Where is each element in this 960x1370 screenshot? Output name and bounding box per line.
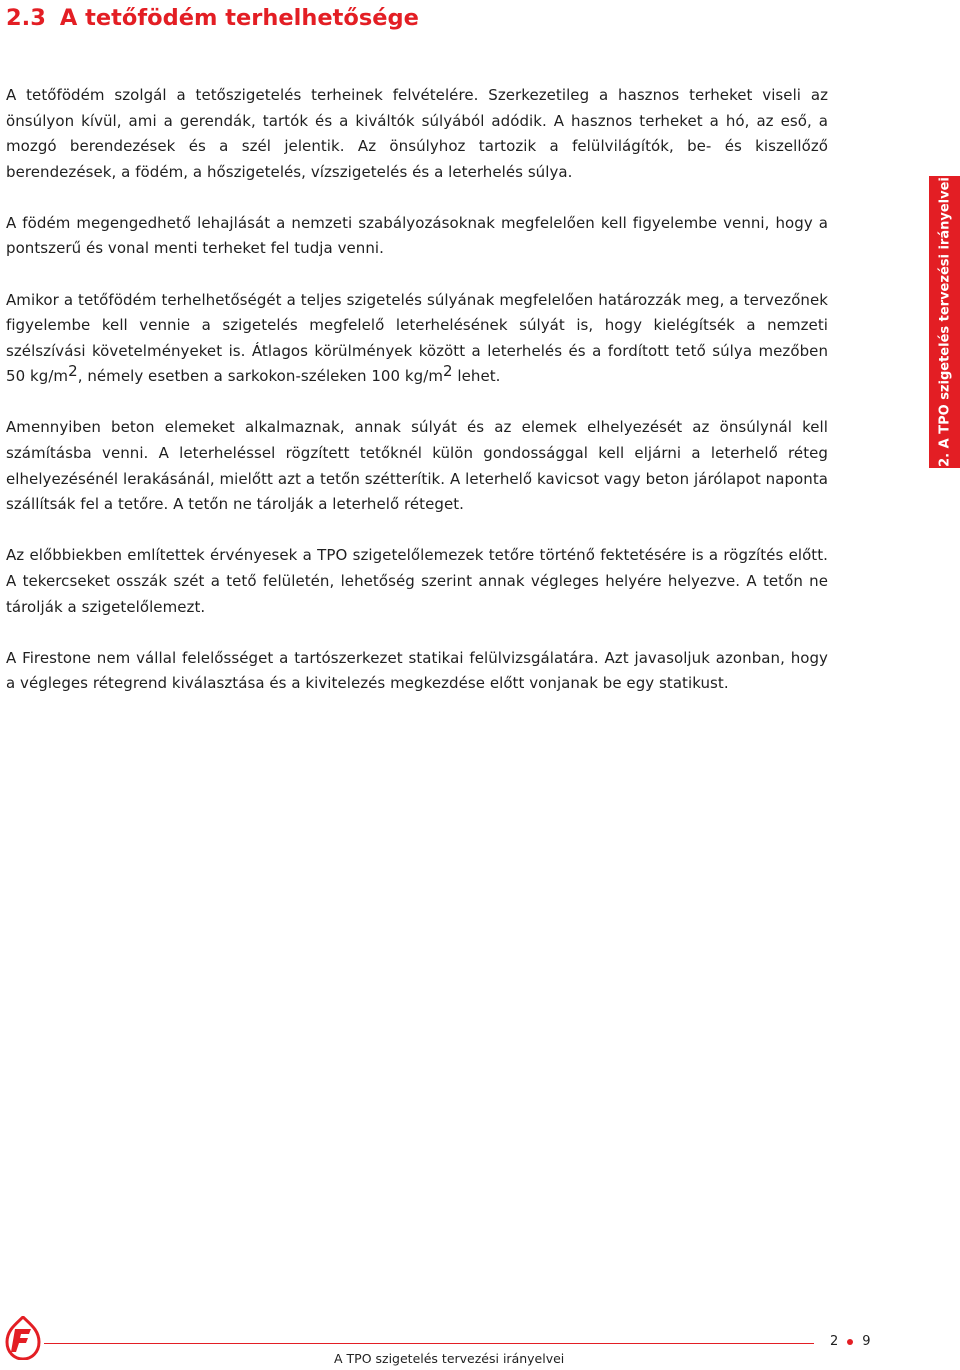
superscript-squared: 2	[443, 362, 453, 381]
footer-rule	[44, 1343, 814, 1344]
chapter-side-tab	[929, 176, 960, 468]
page-number-dot	[847, 1339, 853, 1345]
paragraph-6: A Firestone nem vállal felelősséget a tartószerkezet statikai felülvizsgálatára. Azt javasoljuk azonban, hogy a végleges rétegrend kiválasztása és a kivitelezés megkezdése előtt vonjanak be egy statikust.	[6, 648, 828, 693]
paragraph-3-part-3: lehet.	[452, 367, 501, 386]
paragraph-1: A tetőfödém szolgál a tetőszigetelés terheinek felvételére. Szerkezetileg a hasznos terheket viseli az önsúlyon kívül, ami a gerendák, tartók és a kiváltók súlyából adódik. A hasznos terheket a hó, az eső, a mozgó berendezések és a szél jelentik. Az önsúlyhoz tartozik a felülvilágítók, be- és kiszellőző berendezések, a födém, a hőszigetelés, vízszigetelés és a leterhelés súlya.	[6, 86, 828, 181]
paragraph-3	[6, 288, 828, 390]
paragraph-4: Amennyiben beton elemeket alkalmaznak, annak súlyát és az elemek elhelyezését az önsúlynál kell számításba venni. A leterheléssel rögzített tetőknél külön gondossággal kell eljárni a leterhelő réteg elhelyezésénél lerakásánál, mielőtt azt a tetőn szétterítik. A leterhelő kavicsot vagy beton járólapot naponta szállítsák fel a tetőre. A tetőn ne tárolják a leterhelő réteget.	[6, 418, 828, 514]
body-text	[6, 83, 828, 722]
paragraph-5: Az előbbiekben említettek érvényesek a TPO szigetelőlemezek tetőre történő fektetésére is a rögzítés előtt. A tekercseket osszák szét a tető felületén, lehetőség szerint annak végleges helyére helyezve. A tetőn ne tárolják a szigetelőlemezt.	[6, 546, 828, 616]
superscript-squared: 2	[68, 362, 78, 381]
paragraph-2: A födém megengedhető lehajlását a nemzeti szabályozásoknak megfelelően kell figyelembe venni, hogy a pontszerű és vonal menti terheket fel tudja venni.	[6, 213, 828, 258]
section-heading	[6, 0, 419, 40]
page-number-right: 9	[862, 1334, 871, 1349]
footer-title: A TPO szigetelés tervezési irányelvei	[334, 1351, 565, 1366]
section-title: A tetőfödém terhelhetősége	[59, 5, 419, 31]
page-number-left: 2	[830, 1334, 839, 1349]
paragraph-3-part-2: , némely esetben a sarkokon-széleken 100 kg/m	[77, 367, 443, 386]
chapter-side-tab-label: 2. A TPO szigetelés tervezési irányelvei	[937, 177, 952, 467]
section-number: 2.3	[6, 5, 46, 31]
page-number	[830, 1334, 871, 1349]
paragraph-3-part-1: Amikor a tetőfödém terhelhetőségét a teljes szigetelés súlyának megfelelően határozzák meg, a tervezőnek figyelembe kell vennie a szigetelés megfelelő leterhelésének súlyát is, hogy kielégítsék a nemzeti szélszívási követelményeket is. Átlagos körülmények között a leterhelés és a fordított tető súlya mezőben 50 kg/m	[6, 290, 828, 386]
firestone-logo-icon	[4, 1316, 42, 1360]
